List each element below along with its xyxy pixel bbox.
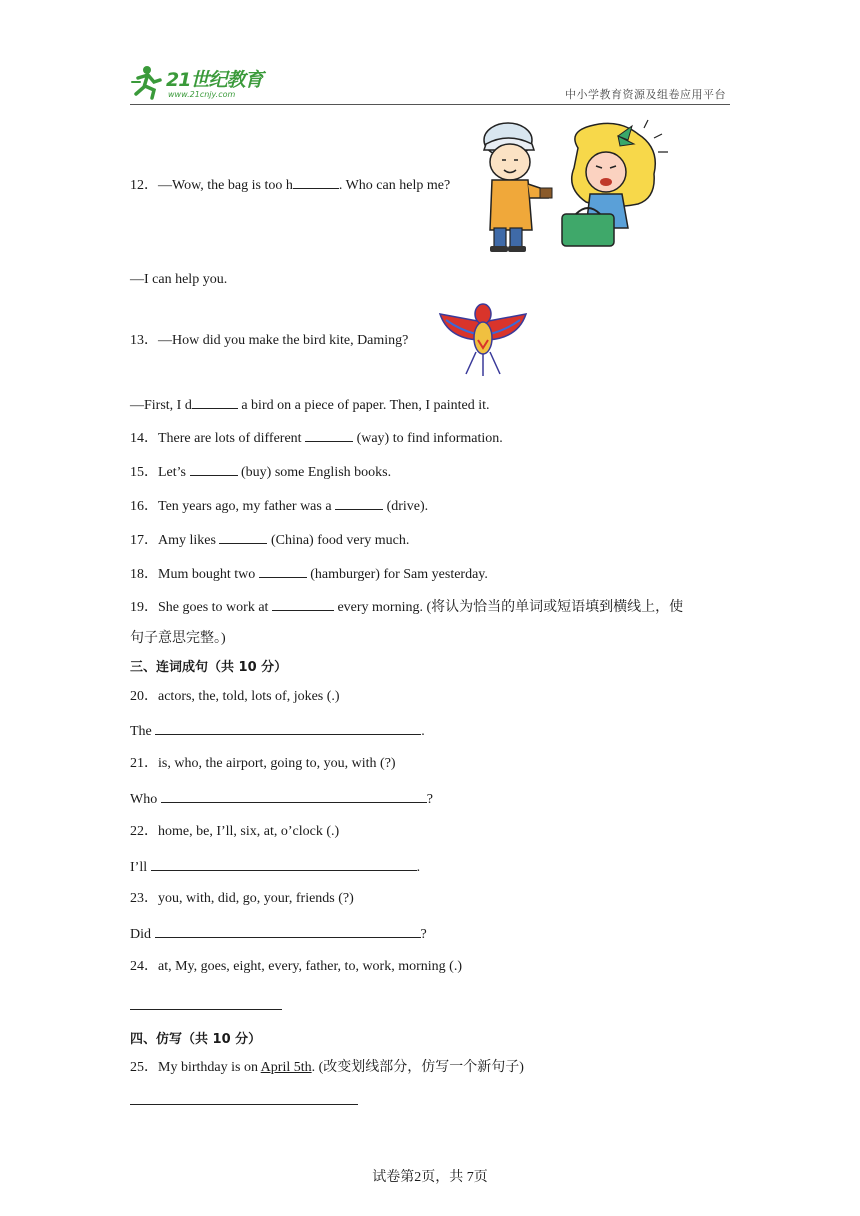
question-text: —First, I d	[130, 398, 192, 413]
answer-blank[interactable]	[259, 563, 307, 578]
answer-line-24	[130, 995, 282, 1017]
question-text: (China) food very much.	[267, 533, 410, 548]
question-19	[130, 596, 683, 618]
underlined-part: April 5th	[260, 1060, 312, 1075]
answer-blank[interactable]	[272, 596, 334, 611]
question-19-continued: 句子意思完整。)	[130, 631, 226, 646]
answer-blank[interactable]	[161, 788, 427, 803]
logo-url: www.21cnjy.com	[168, 90, 236, 99]
question-16	[130, 495, 428, 517]
answer-start: The	[130, 724, 152, 739]
question-text: (hamburger) for Sam yesterday.	[306, 567, 488, 582]
answer-line-22	[130, 856, 420, 878]
answer-blank[interactable]	[130, 1090, 358, 1105]
answer-end: .	[416, 860, 421, 875]
question-number: 24．	[130, 959, 158, 974]
page-header	[130, 62, 730, 105]
question-text: There are lots of different	[158, 431, 306, 446]
question-text: Let’s	[158, 465, 190, 480]
answer-line-23	[130, 923, 427, 945]
question-number: 14．	[130, 431, 158, 446]
question-text: home, be, I’ll, six, at, o’clock (.)	[158, 824, 340, 839]
question-18	[130, 563, 488, 585]
question-text: you, with, did, go, your, friends (?)	[158, 891, 354, 906]
answer-blank[interactable]	[335, 495, 383, 510]
question-22	[130, 822, 339, 842]
question-text: Amy likes	[158, 533, 220, 548]
question-number: 12．	[130, 178, 158, 193]
boy-helping-girl-illustration	[478, 118, 674, 256]
question-text: (way) to find information.	[353, 431, 503, 446]
question-text: is, who, the airport, going to, you, with (?)	[158, 756, 396, 771]
header-platform-text: 中小学教育资源及组卷应用平台	[565, 88, 726, 101]
question-number: 16．	[130, 499, 158, 514]
question-text: . (改变划线部分，仿写一个新句子)	[311, 1060, 524, 1075]
question-23	[130, 889, 354, 909]
answer-blank[interactable]	[155, 720, 421, 735]
answer-line-21	[130, 788, 433, 810]
question-number: 13．	[130, 333, 158, 348]
question-text: every morning. (将认为恰当的单词或短语填到横线上，使	[333, 600, 684, 615]
question-12-reply: —I can help you.	[130, 272, 228, 287]
question-text: My birthday is on	[158, 1060, 261, 1075]
question-text: (drive).	[383, 499, 429, 514]
question-text: at, My, goes, eight, every, father, to, work, morning (.)	[158, 959, 462, 974]
question-text: a bird on a piece of paper. Then, I painted it.	[237, 398, 490, 413]
question-13	[130, 331, 408, 351]
question-text: (buy) some English books.	[237, 465, 392, 480]
question-text: —Wow, the bag is too h	[158, 178, 293, 193]
question-text: Mum bought two	[158, 567, 259, 582]
question-text: She goes to work at	[158, 600, 272, 615]
answer-blank[interactable]	[130, 995, 282, 1010]
answer-start: I’ll	[130, 860, 148, 875]
question-number: 20．	[130, 689, 158, 704]
question-text: —How did you make the bird kite, Daming?	[158, 333, 409, 348]
logo-text: 21世纪教育	[166, 69, 263, 91]
section-heading-4: 四、仿写（共 10 分）	[130, 1032, 262, 1047]
question-12	[130, 174, 450, 196]
answer-blank[interactable]	[151, 856, 417, 871]
answer-end: ?	[426, 792, 433, 807]
answer-end: ?	[420, 927, 427, 942]
question-number: 21．	[130, 756, 158, 771]
question-25	[130, 1058, 524, 1078]
question-13-reply	[130, 394, 490, 416]
answer-blank[interactable]	[190, 461, 238, 476]
question-21	[130, 754, 396, 774]
answer-start: Did	[130, 927, 151, 942]
logo	[130, 64, 280, 100]
section-heading-3: 三、连词成句（共 10 分）	[130, 660, 288, 675]
question-text: . Who can help me?	[338, 178, 451, 193]
answer-line-20	[130, 720, 425, 742]
question-text: Ten years ago, my father was a	[158, 499, 336, 514]
answer-end: .	[421, 724, 425, 739]
answer-line-25	[130, 1090, 358, 1112]
question-number: 18．	[130, 567, 158, 582]
answer-blank[interactable]	[305, 427, 353, 442]
question-number: 19．	[130, 600, 158, 615]
question-15	[130, 461, 391, 483]
question-text: actors, the, told, lots of, jokes (.)	[158, 689, 340, 704]
answer-blank[interactable]	[219, 529, 267, 544]
answer-blank[interactable]	[293, 174, 339, 189]
page-footer: 试卷第2页，共 7页	[372, 1170, 488, 1185]
question-17	[130, 529, 409, 551]
question-20	[130, 687, 340, 707]
question-24	[130, 957, 462, 977]
bird-kite-illustration	[438, 300, 528, 378]
answer-blank[interactable]	[192, 394, 238, 409]
question-14	[130, 427, 503, 449]
question-number: 22．	[130, 824, 158, 839]
question-number: 15．	[130, 465, 158, 480]
question-number: 25．	[130, 1060, 158, 1075]
question-number: 23．	[130, 891, 158, 906]
answer-blank[interactable]	[155, 923, 421, 938]
answer-start: Who	[130, 792, 158, 807]
question-number: 17．	[130, 533, 158, 548]
